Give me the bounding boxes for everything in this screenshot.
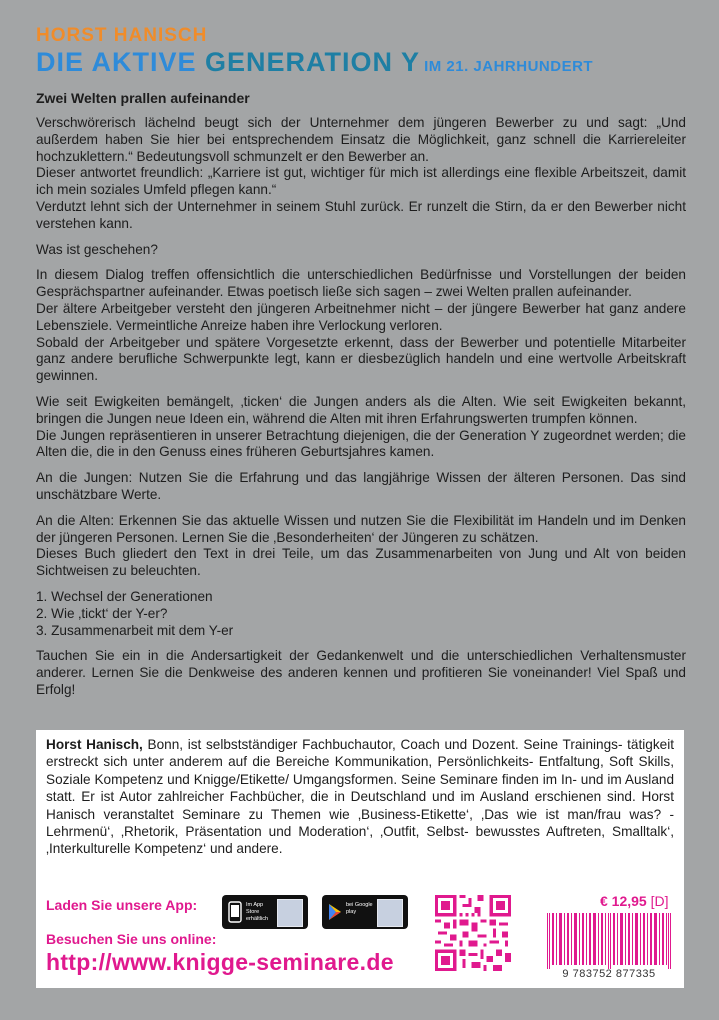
play-icon [328,901,342,923]
price-region: [D] [650,893,669,909]
blurb-paragraph: An die Jungen: Nutzen Sie die Erfahrung und das langjährige Wissen der älteren Personen. Das sind unschätzbare Werte. [36,470,686,502]
online-label: Besuchen Sie uns online: [46,931,217,947]
price-value: € 12,95 [600,893,647,909]
blurb-paragraph: Verschwörerisch lächelnd beugt sich der Unternehmer dem jüngeren Bewerber zu und sagt: „Und außerdem haben Sie hier bei entsprechendem Einsatz die Möglichkeit, ganz schnell die Karriereleiter hochzuklettern.“ Bedeutungsvoll schmunzelt er den Bewerber an. Dieser antwortet freundlich: „Karriere ist gut, wichtiger für mich ist allerdings eine flexible Arbeitszeit, damit ich mein soziales Umfeld pflegen kann.“ Verdutzt lehnt sich der Unternehmer in seinem Stuhl zurück. Er runzelt die Stirn, da er den Bewerber nicht verstehen kann. [36,115,686,231]
app-store-text: Im App Store erhältlich [246,902,269,922]
qr-code[interactable] [435,895,511,971]
blurb-heading: Zwei Welten prallen aufeinander [36,90,250,106]
book-title [36,48,706,81]
google-play-text: bei Google play [346,902,373,915]
blurb-paragraph: In diesem Dialog treffen offensichtlich die unterschiedlichen Bedürfnisse und Vorstellungen der beiden Gesprächspartner aufeinander. Etwas poetisch ließe sich sagen – zwei Welten prallen aufeinander. Der ältere Arbeitgeber versteht den jüngeren Arbeitnehmer nicht – der jüngere Bewerber hat ganz andere Lebensziele. Vermeintliche Anreize haben ihre Verlockung verloren. Sobald der Arbeitgeber und spätere Vorgesetzte erkennt, dass der Bewerber und potentielle Mitarbeiter ganz andere berufliche Schwerpunkte legt, kann er diesbezüglich handeln und eine wertvolle Arbeitskraft gewinnen. [36,267,686,384]
barcode [545,913,673,969]
back-cover-blurb [36,90,686,708]
price-label [600,893,669,909]
qr-icon [377,899,403,927]
app-store-badge[interactable] [222,895,308,929]
list-item: 1. Wechsel der Generationen [36,588,213,604]
chapter-list [36,589,686,639]
app-label: Laden Sie unsere App: [46,897,198,913]
list-item: 2. Wie ‚tickt‘ der Y-er? [36,605,168,621]
blurb-paragraph: Wie seit Ewigkeiten bemängelt, ‚ticken‘ die Jungen anders als die Alten. Wie seit Ewigkeiten bekannt, bringen die Jungen neue Ideen ein, während die Alten mit ihren Erfahrungswerten trumpfen können. Die Jungen repräsentieren in unserer Betrachtung diejenigen, die der Generation Y zugeordnet werden; die Alten die, die in den Genuss eines früheren Geburtsjahres kamen. [36,393,686,460]
author-name: HORST HANISCH [36,25,208,46]
blurb-closing: Tauchen Sie ein in die Andersartigkeit der Gedankenwelt und die unterschiedlichen Verhaltensmuster anderer. Lernen Sie die Denkweise des anderen kennen und profitieren Sie voneinander! Viel Spaß und Erfolg! [36,648,686,697]
website-link[interactable]: http://www.knigge-seminare.de [46,949,394,975]
title-part-2: GENERATION Y [205,47,421,77]
phone-icon [228,901,242,923]
blurb-paragraph: An die Alten: Erkennen Sie das aktuelle Wissen und nutzen Sie die Flexibilität im Handeln und im Denken der jüngeren Personen. Lernen Sie die ‚Besonderheiten‘ der Jüngeren zu schätzen. Dieses Buch gliedert den Text in drei Teile, um das Zusammenarbeiten von Jung und Alt von beiden Sichtweisen zu beleuchten. [36,512,686,579]
cover-header [36,26,706,81]
bio-text: Bonn, ist selbstständiger Fachbuchautor, Coach und Dozent. Seine Trainings- tätigkeit erstreckt sich unter anderem auf die Bereiche Kommunikation, Persönlichkeits- Entfaltung, Soft Skills, Soziale Kompetenz und Knigge/Etikette/ Umgangsformen. Seine Seminare finden im In- und im Ausland statt. Er ist Autor zahlreicher Fachbücher, die in Deutschland und im Ausland erschienen sind. Horst Hanisch veranstaltet Seminare zu Themen wie ‚Business-Etikette‘, ‚Das wie ist man/frau was? - Lehrmenü‘, ‚Rhetorik, Präsentation und Moderation‘, ‚Outfit, Selbst- bewusstes Auftreten, Smalltalk‘, ‚Interkulturelle Kompetenz‘ und andere. [46,737,675,857]
title-part-3: IM 21. JAHRHUNDERT [424,58,594,75]
google-play-badge[interactable] [322,895,408,929]
isbn-number: 9 783752 877335 [562,968,656,980]
author-bio [46,736,674,858]
qr-icon [277,899,303,927]
title-part-1: DIE AKTIVE [36,47,206,77]
author-info-box [36,730,684,988]
blurb-paragraph: Was ist geschehen? [36,241,158,257]
list-item: 3. Zusammenarbeit mit dem Y-er [36,622,234,638]
bio-author-name: Horst Hanisch, [46,737,143,752]
